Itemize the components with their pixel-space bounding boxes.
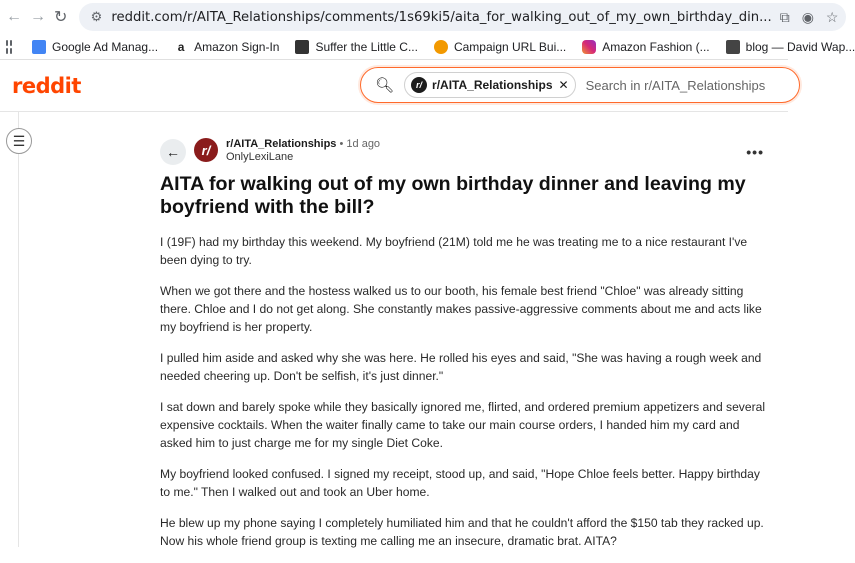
- bookmark-item[interactable]: [434, 40, 566, 54]
- url-text[interactable]: reddit.com/r/AITA_Relationships/comments/1s69ki5/aita_for_walking_out_of_my_own_birthday_din...: [111, 9, 772, 25]
- more-options-icon[interactable]: •••: [746, 144, 764, 160]
- search-input[interactable]: [586, 78, 766, 93]
- subreddit-filter-chip[interactable]: [404, 72, 576, 98]
- reload-icon[interactable]: ↻: [54, 9, 68, 26]
- post: [160, 138, 772, 563]
- bookmark-item[interactable]: [582, 40, 709, 54]
- bookmark-label: Amazon Sign-In: [194, 39, 280, 54]
- forward-arrow-icon[interactable]: →: [30, 8, 46, 25]
- bookmark-item[interactable]: [295, 40, 418, 54]
- bookmark-label: Amazon Fashion (...: [602, 39, 710, 54]
- site-thumbnail-icon: [295, 40, 309, 54]
- post-meta: [160, 138, 772, 165]
- post-body: [160, 233, 772, 550]
- site-settings-icon[interactable]: ⚙: [90, 9, 103, 24]
- gear-icon: [434, 40, 448, 54]
- reddit-header: [0, 60, 788, 112]
- typewriter-icon: [726, 40, 740, 54]
- browser-toolbar: [0, 0, 839, 34]
- subreddit-avatar-icon: r/: [411, 77, 427, 93]
- chip-label: r/AITA_Relationships: [432, 78, 553, 92]
- post-age: • 1d ago: [339, 138, 381, 150]
- bookmark-label: Suffer the Little C...: [315, 39, 418, 54]
- search-bar[interactable]: [360, 67, 800, 103]
- bookmark-label: Google Ad Manag...: [52, 39, 159, 54]
- post-paragraph: I (19F) had my birthday this weekend. My boyfriend (21M) told me he was treating me to a nice restaurant I've been dying to try.: [160, 235, 748, 267]
- post-paragraph: I pulled him aside and asked why she was here. He rolled his eyes and said, "She was having a rough week and needed cheering up. Don't be selfish, it's just dinner.": [160, 351, 762, 383]
- post-paragraph: He blew up my phone saying I completely humiliated him and that he couldn't afford the $150 tab they racked up. Now his whole friend group is texting me calling me an insecure, dramatic brat. AITA?: [160, 516, 764, 548]
- address-bar[interactable]: [79, 3, 846, 31]
- post-paragraph: My boyfriend looked confused. I signed my receipt, stood up, and said, "Hope Chloe feels better. Happy birthday to me." Then I walked out and took an Uber home.: [160, 467, 760, 499]
- post-paragraph: When we got there and the hostess walked us to our booth, his female best friend "Chloe" was already sitting there. Chloe and I do not get along. She constantly makes passive-aggressive comments about me and acts like my boyfriend is her property.: [160, 284, 762, 334]
- bookmark-label: blog — David Wap...: [745, 39, 855, 54]
- back-arrow-icon[interactable]: ←: [6, 8, 22, 25]
- subreddit-avatar[interactable]: r/: [194, 138, 218, 162]
- amazon-icon: a: [174, 40, 188, 54]
- bookmark-item[interactable]: [726, 40, 855, 54]
- instagram-icon: [582, 40, 596, 54]
- bookmark-label: Campaign URL Bui...: [453, 39, 567, 54]
- tracking-eye-icon[interactable]: ◉: [801, 8, 814, 25]
- bookmark-star-icon[interactable]: ☆: [825, 8, 839, 25]
- search-icon: 🔍︎: [375, 77, 395, 94]
- close-icon[interactable]: ✕: [558, 78, 569, 92]
- reddit-logo[interactable]: reddit: [12, 73, 81, 98]
- left-rail: [0, 112, 19, 547]
- menu-icon[interactable]: ☰: [6, 128, 32, 154]
- subreddit-name[interactable]: r/AITA_Relationships: [226, 138, 337, 150]
- google-ad-manager-icon: [32, 40, 46, 54]
- install-app-icon[interactable]: ⧉: [779, 8, 790, 25]
- post-author[interactable]: OnlyLexiLane: [226, 151, 294, 163]
- post-title: AITA for walking out of my own birthday dinner and leaving my boyfriend with the bill?: [160, 173, 746, 218]
- back-button[interactable]: ←: [160, 139, 186, 165]
- apps-grid-icon[interactable]: [6, 40, 12, 54]
- bookmark-item[interactable]: [174, 40, 279, 54]
- bookmarks-bar: [0, 34, 855, 60]
- bookmark-item[interactable]: [32, 40, 158, 54]
- post-paragraph: I sat down and barely spoke while they basically ignored me, flirted, and ordered premium appetizers and several expensive cocktails. When the waiter finally came to take our main course orders, I handed him my card and asked him to just charge me for my single Diet Coke.: [160, 400, 766, 450]
